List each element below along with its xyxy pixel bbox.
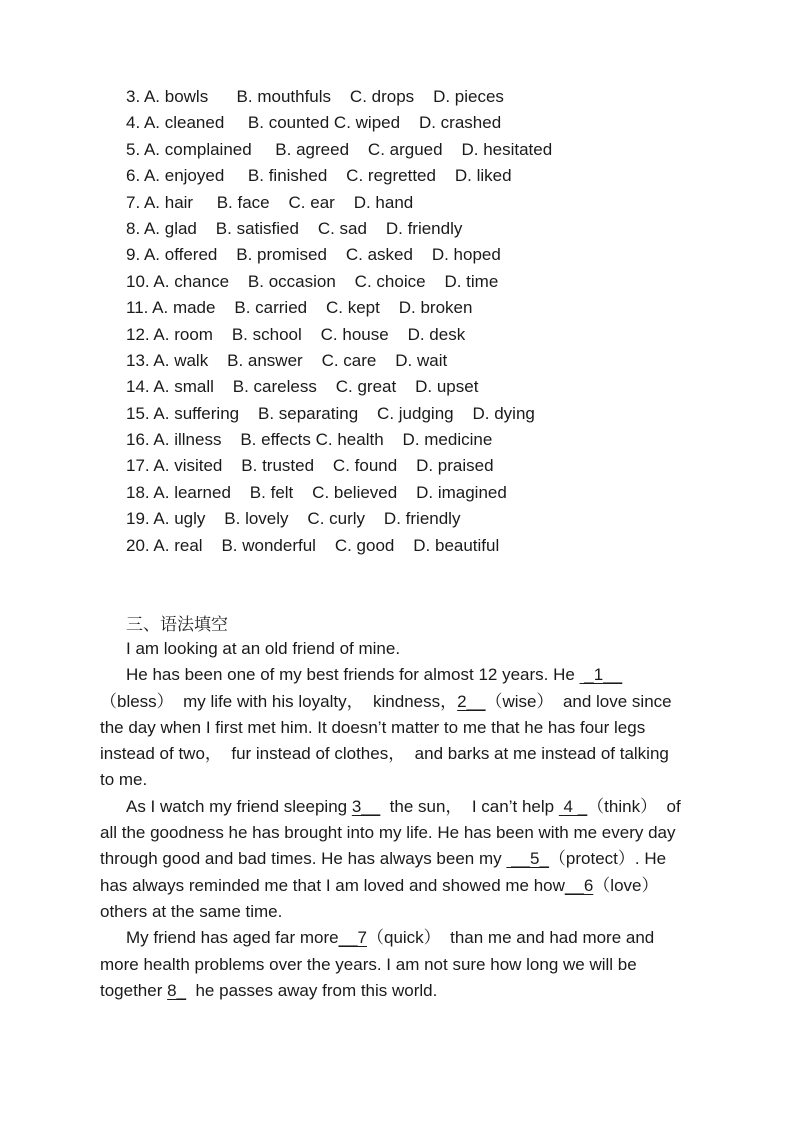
option-line-20: 20. A. real B. wonderful C. good D. beautiful [126, 535, 500, 555]
passage-text: the sun， I can’t help [380, 796, 559, 816]
option-line-3: 3. A. bowls B. mouthfuls C. drops D. pieces [126, 87, 504, 106]
passage-text: As I watch my friend sleeping [126, 796, 352, 816]
option-line-9: 9. A. offered B. promised C. asked D. hoped [126, 245, 501, 265]
option-line-15: 15. A. suffering B. separating C. judging D. dying [126, 403, 535, 423]
option-line-8: 8. A. glad B. satisfied C. sad D. friendly [126, 218, 463, 238]
blank-7: __7 [338, 928, 367, 948]
grammar-passage [100, 636, 700, 1004]
option-line-4: 4. A. cleaned B. counted C. wiped D. crashed [126, 113, 502, 133]
passage-line [100, 873, 700, 899]
passage-text: together [100, 980, 168, 1000]
blank-5: __5_ [506, 849, 549, 869]
option-line-18: 18. A. learned B. felt C. believed D. imagined [126, 482, 507, 502]
passage-line: all the goodness he has brought into my life. He has been with me every day [100, 823, 676, 843]
section-title: 三、语法填空 [126, 615, 228, 635]
passage-text: （protect）. He [548, 849, 667, 869]
answer-options-list [126, 84, 552, 559]
passage-line: others at the same time. [100, 901, 283, 921]
option-line-13: 13. A. walk B. answer C. care D. wait [126, 350, 448, 370]
passage-text: （love） [593, 875, 659, 895]
passage-line [100, 978, 700, 1004]
passage-line [100, 925, 700, 951]
passage-text: through good and bad times. He has always been my [100, 849, 507, 869]
blank-6: __6 [564, 875, 594, 895]
passage-line [100, 794, 700, 820]
passage-text: （think） of [587, 796, 681, 816]
option-line-7: 7. A. hair B. face C. ear D. hand [126, 192, 414, 212]
passage-line [100, 689, 700, 715]
option-line-5: 5. A. complained B. agreed C. argued D. hesitated [126, 139, 553, 159]
passage-text: （quick） than me and had more and [366, 928, 655, 948]
passage-line: I am looking at an old friend of mine. [126, 639, 401, 658]
option-line-10: 10. A. chance B. occasion C. choice D. time [126, 271, 499, 291]
blank-1: _1__ [579, 665, 623, 685]
option-line-19: 19. A. ugly B. lovely C. curly D. friendly [126, 509, 461, 529]
option-line-14: 14. A. small B. careless C. great D. upset [126, 377, 479, 397]
passage-line [100, 846, 700, 872]
blank-2: 2__ [457, 691, 486, 711]
passage-text: （bless） my life with his loyalty， kindness， [100, 691, 458, 711]
passage-text: He has been one of my best friends for almost 12 years. He [126, 665, 580, 685]
option-line-11: 11. A. made B. carried C. kept D. broken [126, 298, 473, 318]
option-line-16: 16. A. illness B. effects C. health D. medicine [126, 430, 493, 450]
blank-3: 3__ [351, 796, 381, 816]
option-line-6: 6. A. enjoyed B. finished C. regretted D. liked [126, 166, 512, 186]
option-line-12: 12. A. room B. school C. house D. desk [126, 324, 466, 344]
passage-line [100, 662, 700, 688]
passage-text: My friend has aged far more [126, 928, 339, 948]
passage-line: instead of two， fur instead of clothes， and barks at me instead of talking [100, 744, 669, 764]
passage-line: more health problems over the years. I am not sure how long we will be [100, 954, 637, 974]
blank-8: 8_ [167, 980, 187, 1000]
passage-line: the day when I first met him. It doesn’t matter to me that he has four legs [100, 717, 646, 737]
passage-text: he passes away from this world. [186, 980, 438, 1000]
passage-line: to me. [100, 770, 148, 790]
option-line-17: 17. A. visited B. trusted C. found D. praised [126, 456, 494, 476]
blank-4: 4 _ [558, 796, 588, 816]
passage-text: has always reminded me that I am loved and showed me how [100, 875, 565, 895]
passage-text: （wise） and love since [485, 691, 672, 711]
